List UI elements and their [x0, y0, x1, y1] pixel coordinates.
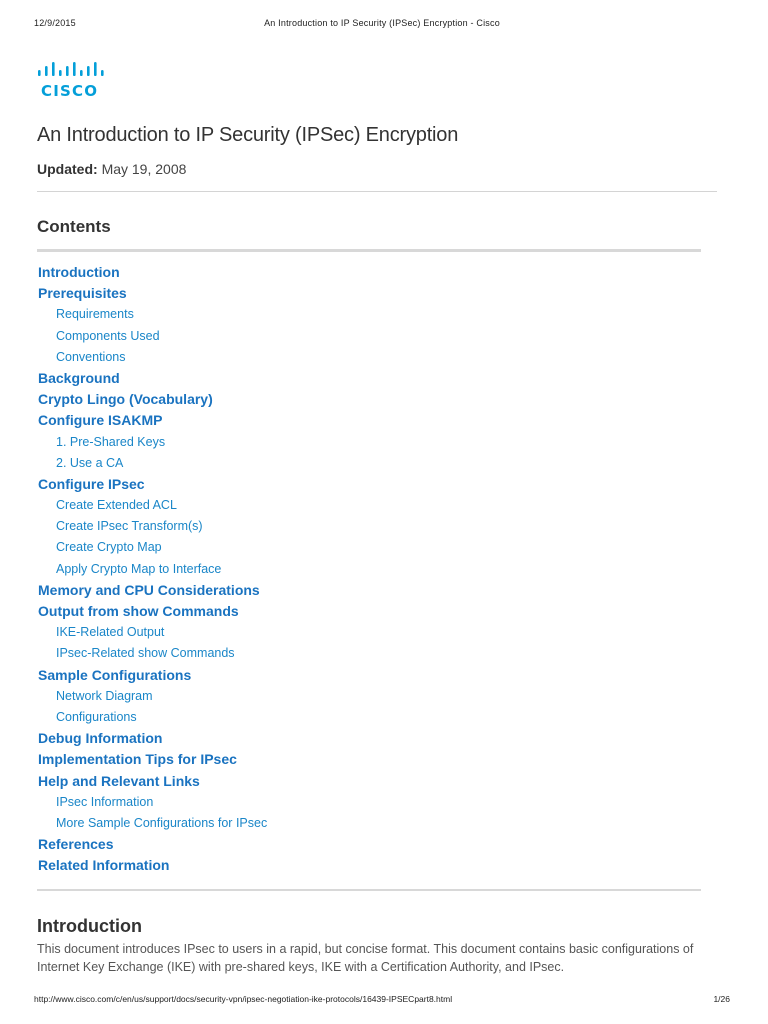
table-of-contents	[38, 262, 267, 876]
toc-sublink[interactable]: IPsec Information	[56, 794, 154, 809]
toc-link[interactable]: References	[38, 836, 114, 853]
toc-link[interactable]: Sample Configurations	[38, 666, 192, 683]
toc-bottom-divider	[37, 889, 701, 891]
toc-sublink[interactable]: IPsec-Related show Commands	[56, 646, 235, 661]
updated-line	[37, 161, 186, 177]
toc-sublink[interactable]: Components Used	[56, 328, 160, 343]
print-page-title: An Introduction to IP Security (IPSec) Encryption - Cisco	[264, 18, 500, 28]
cisco-bars-logo-icon	[38, 62, 104, 80]
updated-label: Updated:	[37, 161, 98, 177]
toc-link[interactable]: Background	[38, 369, 120, 386]
toc-sublink[interactable]: 2. Use a CA	[56, 455, 124, 470]
toc-sublink[interactable]: IKE-Related Output	[56, 625, 165, 640]
introduction-text: This document introduces IPsec to users in a rapid, but concise format. This document contains basic configurations of Internet Key Exchange (IKE) with pre-shared keys, IKE with a Certification Authority, and IPsec.	[37, 942, 694, 974]
toc-link[interactable]: Configure ISAKMP	[38, 412, 163, 429]
print-url: http://www.cisco.com/c/en/us/support/docs/security-vpn/ipsec-negotiation-ike-protocols/16439-IPSECpart8.html	[34, 994, 453, 1004]
toc-sublink[interactable]: Requirements	[56, 307, 134, 322]
toc-link[interactable]: Crypto Lingo (Vocabulary)	[38, 391, 213, 408]
toc-link[interactable]: Memory and CPU Considerations	[38, 581, 260, 598]
print-footer	[34, 994, 730, 1008]
toc-sublink[interactable]: More Sample Configurations for IPsec	[56, 815, 268, 830]
toc-link[interactable]: Configure IPsec	[38, 475, 145, 492]
toc-sublink[interactable]: Create IPsec Transform(s)	[56, 519, 203, 534]
page-number: 1/26	[713, 994, 730, 1004]
toc-link[interactable]: Implementation Tips for IPsec	[38, 751, 237, 768]
toc-sublink[interactable]: Network Diagram	[56, 688, 153, 703]
updated-date: May 19, 2008	[101, 161, 187, 177]
page-title: An Introduction to IP Security (IPSec) Encryption	[37, 124, 459, 146]
toc-link[interactable]: Debug Information	[38, 730, 163, 747]
toc-link[interactable]: Introduction	[38, 264, 120, 280]
toc-link[interactable]: Help and Relevant Links	[38, 772, 200, 789]
print-date: 12/9/2015	[34, 18, 76, 28]
title-divider	[37, 191, 717, 192]
contents-divider	[37, 249, 701, 252]
toc-link[interactable]: Related Information	[38, 857, 170, 874]
toc-link[interactable]: Output from show Commands	[38, 603, 239, 619]
cisco-wordmark: CISCO	[41, 82, 99, 100]
toc-sublink[interactable]: Conventions	[56, 349, 126, 364]
toc-sublink[interactable]: Apply Crypto Map to Interface	[56, 561, 222, 576]
introduction-heading: Introduction	[37, 916, 142, 936]
toc-sublink[interactable]: 1. Pre-Shared Keys	[56, 434, 166, 449]
toc-link[interactable]: Prerequisites	[38, 285, 127, 302]
cisco-logo[interactable]	[38, 62, 108, 100]
contents-heading: Contents	[37, 217, 111, 236]
print-header	[34, 18, 730, 32]
toc-sublink[interactable]: Configurations	[56, 709, 137, 724]
toc-sublink[interactable]: Create Crypto Map	[56, 540, 162, 555]
toc-sublink[interactable]: Create Extended ACL	[56, 498, 177, 513]
